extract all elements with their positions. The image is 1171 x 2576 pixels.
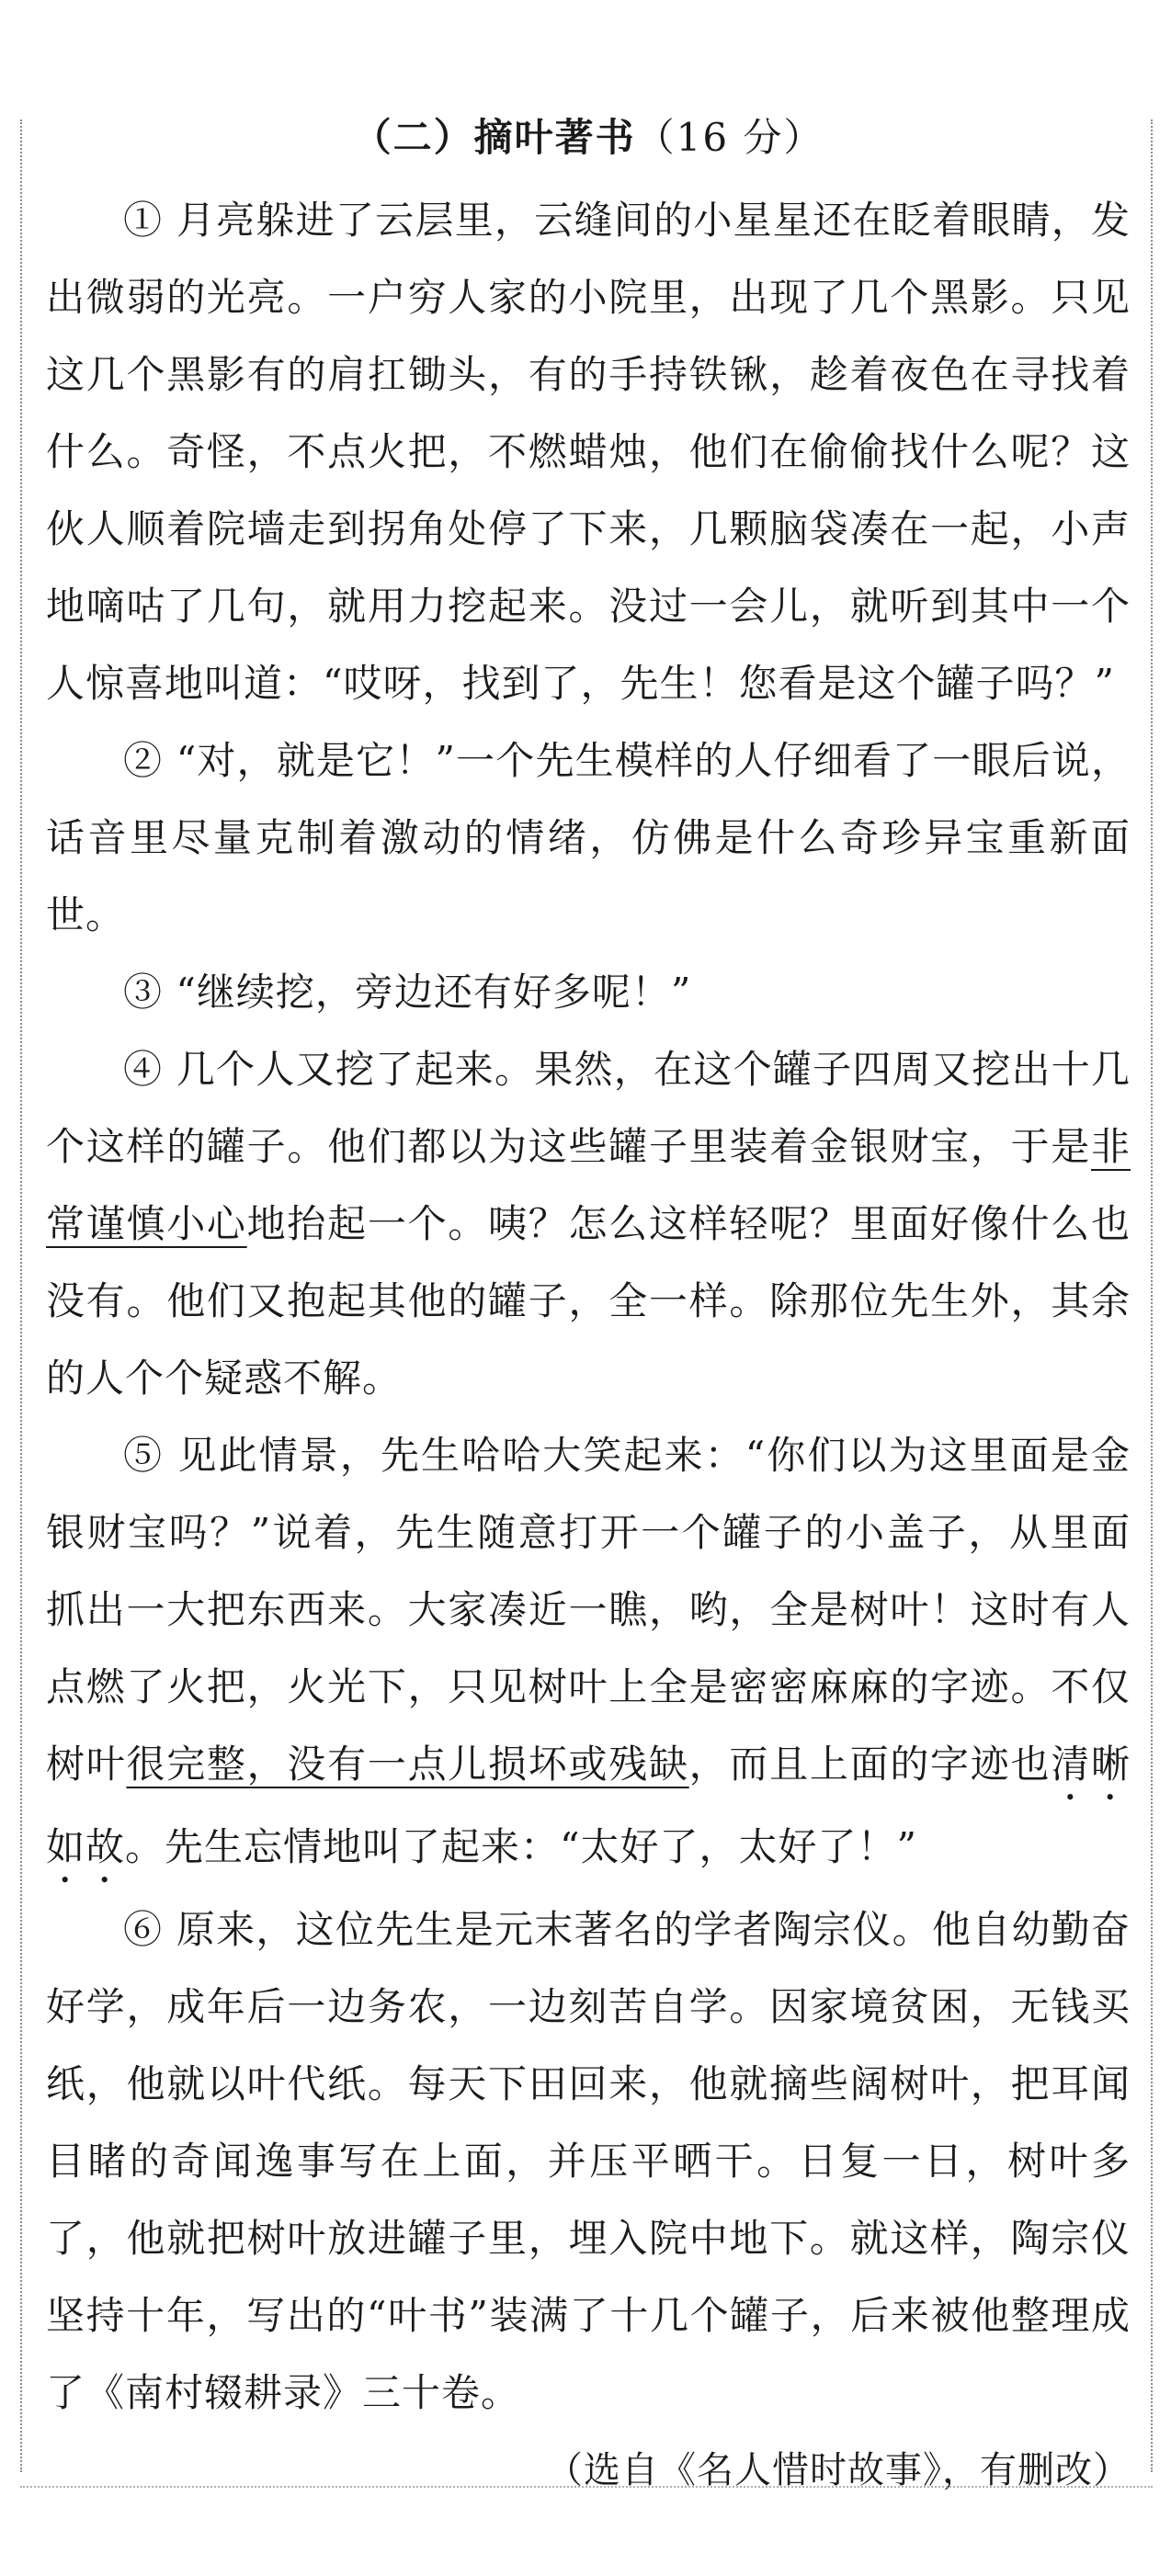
paragraph-5	[46, 1417, 1131, 1891]
paragraph-2: ② “对，就是它！”一个先生模样的人仔细看了一眼后说，话音里尽量克制着激动的情绪，仿佛是什么奇珍异宝重新面世。	[46, 738, 1131, 937]
paragraph-5-text-a: ⑤ 见此情景，先生哈哈大笑起来：“你们以为这里面是金银财宝吗？”说着，先生随意打开一个罐子的小盖子，从里面抓出一大把东西来。大家凑近一瞧，哟，全是树叶！这时有人点燃了火把，火光下，只见树叶上全是密密麻麻的字迹。不仅树叶	[46, 1433, 1131, 1787]
paragraph-4-text-b: 地抬起一个。咦？怎么这样轻呢？里面好像什么也没有。他们又抱起其他的罐子，全一样。除那位先生外，其余的人个个疑惑不解。	[46, 1201, 1131, 1401]
paragraph-4-text-a: ④ 几个人又挖了起来。果然，在这个罐子四周又挖出十几个这样的罐子。他们都以为这些罐子里装着金银财宝，于是	[46, 1047, 1131, 1169]
paragraph-3: ③ “继续挖，旁边还有好多呢！”	[123, 970, 692, 1015]
section-score: （16 分）	[635, 115, 824, 160]
paragraph-5-text-c: 。先生忘情地叫了起来：“太好了，太好了！”	[125, 1824, 917, 1869]
section-title	[46, 110, 1131, 165]
underlined-phrase-intact: 很完整，没有一点儿损坏或残缺	[126, 1742, 689, 1787]
source-citation: （选自《名人惜时故事》，有删改）	[546, 2449, 1131, 2491]
underlined-phrase-careful: 非常谨慎小心	[46, 1124, 1131, 1246]
paragraph-5-text-b: ，而且上面的字迹也	[688, 1742, 1052, 1787]
right-margin-rule	[1151, 119, 1153, 2472]
bottom-margin-rule	[20, 2486, 1153, 2488]
paragraph-4	[46, 1031, 1131, 1417]
reading-passage	[46, 110, 1131, 2509]
left-margin-rule	[20, 119, 22, 2472]
paragraph-1: ① 月亮躲进了云层里，云缝间的小星星还在眨着眼睛，发出微弱的光亮。一户穷人家的小院里，出现了几个黑影。只见这几个黑影有的肩扛锄头，有的手持铁锹，趁着夜色在寻找着什么。奇怪，不点火把，不燃蜡烛，他们在偷偷找什么呢？这伙人顺着院墙走到拐角处停了下来，几颗脑袋凑在一起，小声地嘀咕了几句，就用力挖起来。没过一会儿，就听到其中一个人惊喜地叫道：“哎呀，找到了，先生！您看是这个罐子吗？”	[46, 198, 1131, 706]
dotted-phrase-clear: 清晰如故	[46, 1742, 1131, 1869]
section-title-text: （二）摘叶著书	[352, 115, 636, 160]
paragraph-6: ⑥ 原来，这位先生是元末著名的学者陶宗仪。他自幼勤奋好学，成年后一边务农，一边刻苦自学。因家境贫困，无钱买纸，他就以叶代纸。每天下田回来，他就摘些阔树叶，把耳闻目睹的奇闻逸事写在上面，并压平晒干。日复一日，树叶多了，他就把树叶放进罐子里，埋入院中地下。就这样，陶宗仪坚持十年，写出的“叶书”装满了十几个罐子，后来被他整理成了《南村辍耕录》三十卷。	[46, 1907, 1131, 2415]
